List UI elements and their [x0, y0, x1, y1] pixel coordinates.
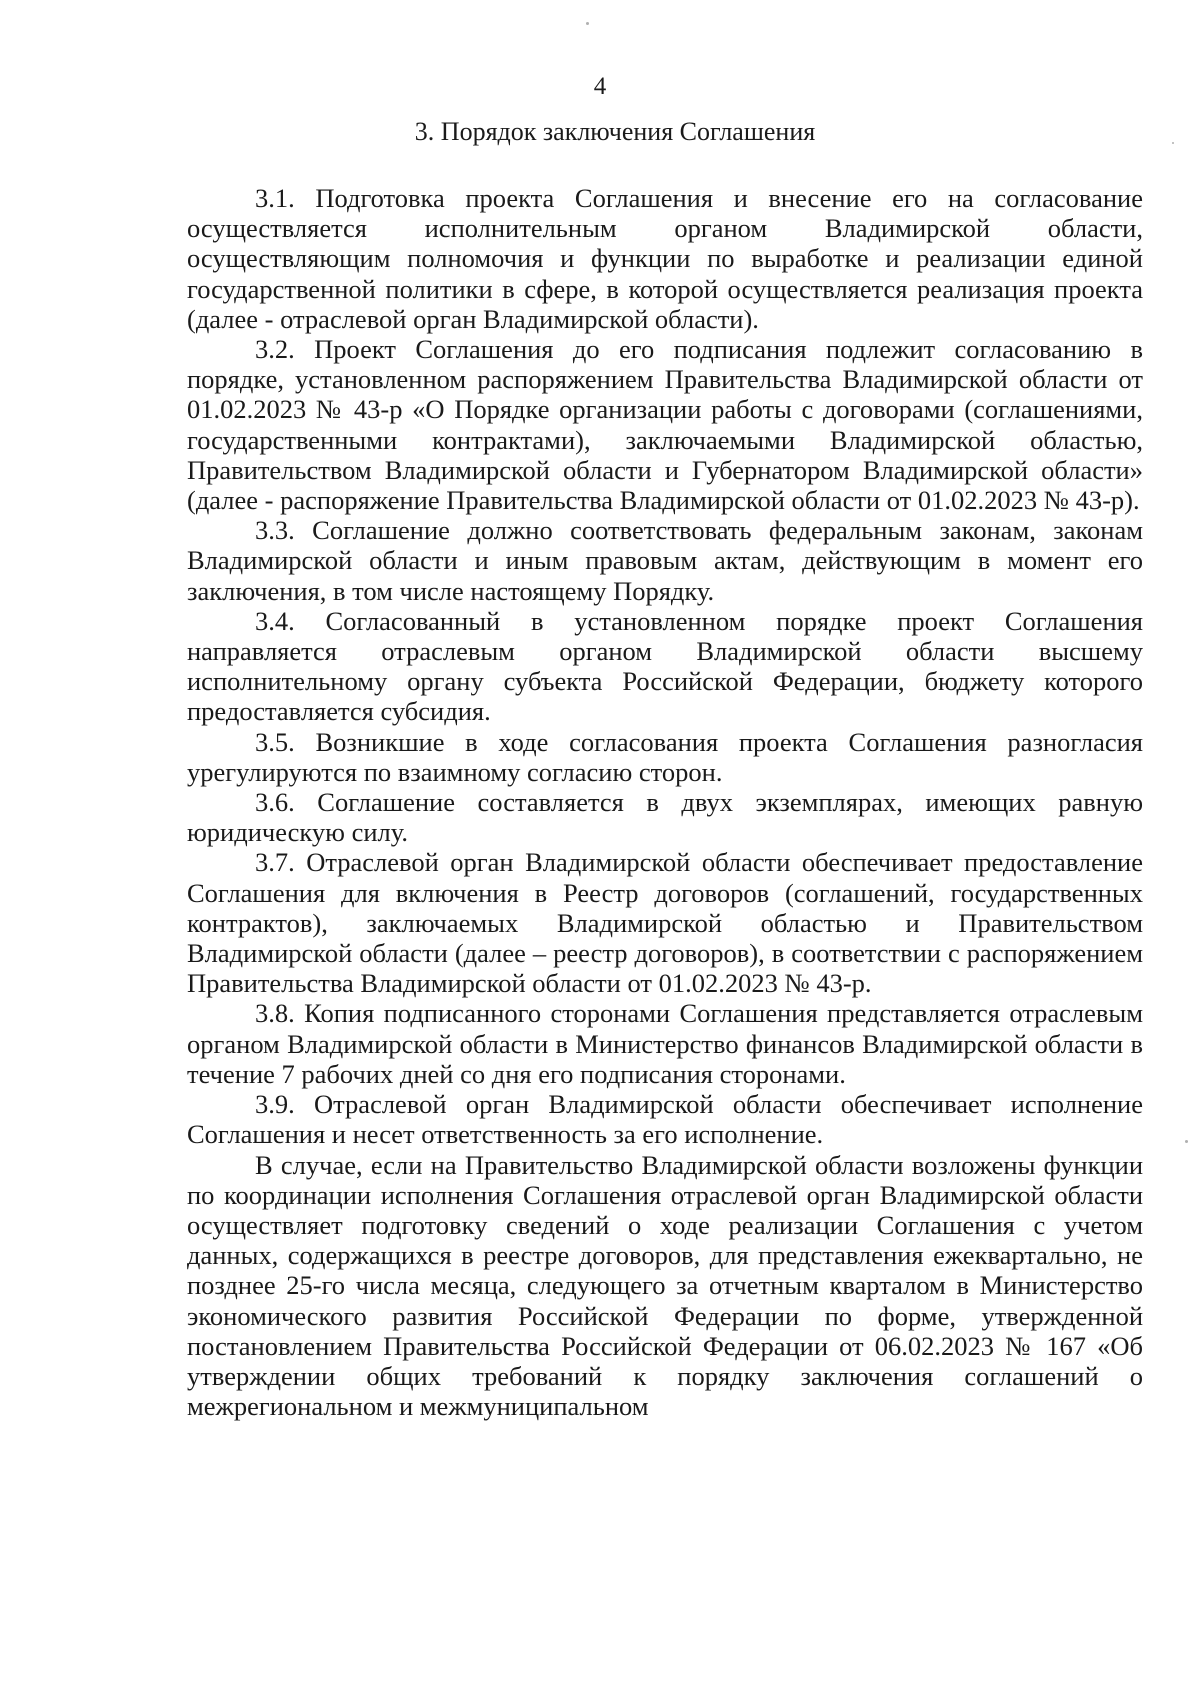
page-number: 4 [593, 73, 607, 100]
paragraph-3-5: 3.5. Возникшие в ходе согласования проекта Соглашения разногласия урегулируются по взаимному согласию сторон. [187, 726, 1143, 787]
paragraph-3-7: 3.7. Отраслевой орган Владимирской области обеспечивает предоставление Соглашения для включения в Реестр договоров (соглашений, государственных контрактов), заключаемых Владимирской областью и Правительством Владимирской области (далее – реестр договоров), в соответствии с распоряжением Правительства Владимирской области от 01.02.2023 № 43-р. [187, 847, 1143, 999]
section-title: 3. Порядок заключения Соглашения [414, 117, 816, 146]
paragraph-3-1: 3.1. Подготовка проекта Соглашения и внесение его на согласование осуществляется исполнительным органом Владимирской области, осуществляющим полномочия и функции по выработке и реализации единой государственной политики в сфере, в которой осуществляется реализация проекта (далее - отраслевой орган Владимирской области). [187, 183, 1143, 334]
paragraph-3-6: 3.6. Соглашение составляется в двух экземплярах, имеющих равную юридическую силу. [187, 787, 1143, 848]
document-body [187, 183, 1143, 1421]
paragraph-coordination: В случае, если на Правительство Владимирской области возложены функции по координации исполнения Соглашения отраслевой орган Владимирской области осуществляет подготовку сведений о ходе реализации Соглашения с учетом данных, содержащихся в реестре договоров, для представления ежеквартально, не позднее 25-го числа месяца, следующего за отчетным кварталом в Министерство экономического развития Российской Федерации по форме, утвержденной постановлением Правительства Российской Федерации от 06.02.2023 № 167 «Об утверждении общих требований к порядку заключения соглашений о межрегиональном и межмуниципальном [187, 1149, 1143, 1422]
scan-speck [1185, 1140, 1188, 1143]
paragraph-3-2: 3.2. Проект Соглашения до его подписания подлежит согласованию в порядке, установленном распоряжением Правительства Владимирской области от 01.02.2023 № 43-р «О Порядке организации работы с договорами (соглашениями, государственными контрактами), заключаемыми Владимирской областью, Правительством Владимирской области и Губернатором Владимирской области» (далее - распоряжение Правительства Владимирской области от 01.02.2023 № 43-р). [187, 334, 1143, 516]
paragraph-3-3: 3.3. Соглашение должно соответствовать федеральным законам, законам Владимирской области и иным правовым актам, действующим в момент его заключения, в том числе настоящему Порядку. [187, 515, 1143, 606]
paragraph-3-9: 3.9. Отраслевой орган Владимирской области обеспечивает исполнение Соглашения и несет ответственность за его исполнение. [187, 1089, 1143, 1150]
paragraph-3-8: 3.8. Копия подписанного сторонами Соглашения представляется отраслевым органом Владимирской области в Министерство финансов Владимирской области в течение 7 рабочих дней со дня его подписания сторонами. [187, 998, 1143, 1089]
paragraph-3-4: 3.4. Согласованный в установленном порядке проект Соглашения направляется отраслевым органом Владимирской области высшему исполнительному органу субъекта Российской Федерации, бюджету которого предоставляется субсидия. [187, 605, 1143, 727]
scan-speck [586, 22, 589, 25]
